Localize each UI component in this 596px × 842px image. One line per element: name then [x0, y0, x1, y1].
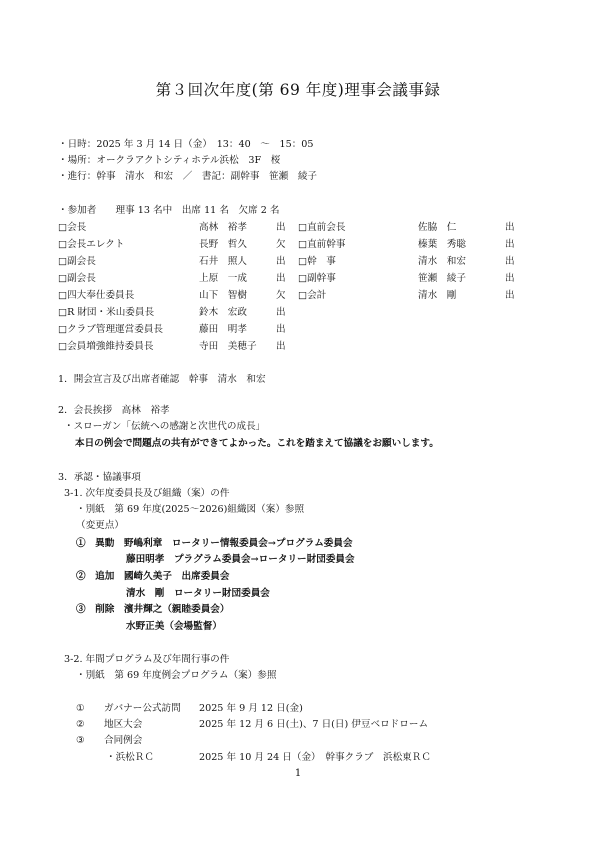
- attendance-summary: ・参加者 理事 13 名中 出席 11 名 欠席 2 名: [58, 205, 280, 216]
- attendee-status: 出: [276, 341, 286, 352]
- change-item: ① 異動 野嶋利章 ロータリー情報委員会→プログラム委員会: [76, 538, 353, 549]
- event-detail: 2025 年 9 月 12 日(金): [199, 703, 303, 714]
- section-3-1-heading: 3-1. 次年度委員長及び組織（案）の件: [64, 488, 230, 499]
- event-number: ③: [76, 735, 85, 746]
- event-detail: 2025 年 12 月 6 日(土)、7 日(日) 伊豆ベロドローム: [199, 719, 429, 730]
- attendee-status: 出: [276, 324, 286, 335]
- attendee-name: 鈴木 宏政: [199, 307, 247, 318]
- section-3-heading: 3．承認・協議事項: [58, 472, 141, 483]
- attendee-status: 出: [276, 222, 286, 233]
- attendee-status: 出: [505, 222, 515, 233]
- change-item: 清水 剛 ロータリー財団委員会: [126, 588, 270, 599]
- section-3-1-reference: ・別紙 第 69 年度(2025～2026)組織図（案）参照: [76, 504, 305, 515]
- attendee-name: 藤田 明孝: [199, 324, 247, 335]
- slogan: ・スローガン「伝統への感謝と次世代の成長」: [64, 421, 266, 432]
- president-remarks: 本日の例会で問題点の共有ができてよかった。これを踏まえて協議をお願いします。: [75, 438, 439, 449]
- attendee-role: □会員増強維持委員長: [58, 341, 154, 352]
- page-number: 1: [294, 768, 302, 779]
- joint-meeting-detail: 2025 年 10 月 24 日（金） 幹事クラブ 浜松東ＲＣ: [199, 752, 431, 763]
- document-title: 第３回次年度(第 69 年度)理事会議事録: [155, 81, 441, 99]
- attendee-role: □会長エレクト: [58, 239, 125, 250]
- attendee-name: 上原 一成: [199, 273, 247, 284]
- meeting-moderator: ・進行：幹事 清水 和宏 ／ 書記：副幹事 笹瀬 綾子: [58, 171, 318, 182]
- section-2-heading: 2．会長挨拶 高林 裕孝: [58, 405, 170, 416]
- change-item: 水野正美（会場監督）: [126, 621, 222, 632]
- attendee-role: □副会長: [58, 256, 96, 267]
- attendee-name: 石井 照人: [199, 256, 247, 267]
- section-3-2-reference: ・別紙 第 69 年度例会プログラム（案）参照: [76, 670, 277, 681]
- attendee-status: 出: [505, 239, 515, 250]
- attendee-role: □直前会長: [298, 222, 346, 233]
- event-name: ガバナー公式訪問: [104, 703, 181, 714]
- change-item: ③ 削除 濱井輝之（親睦委員会）: [76, 604, 230, 615]
- attendee-role: □会計: [298, 290, 327, 301]
- attendee-role: □幹 事: [298, 256, 336, 267]
- attendee-name: 長野 哲久: [199, 239, 247, 250]
- attendee-role: □副幹事: [298, 273, 336, 284]
- attendee-role: □クラブ管理運営委員長: [58, 324, 164, 335]
- attendee-name: 笹瀬 綾子: [418, 273, 466, 284]
- attendee-name: 寺田 美穂子: [199, 341, 257, 352]
- attendee-name: 清水 剛: [418, 290, 457, 301]
- event-name: 地区大会: [104, 719, 143, 730]
- change-item: 藤田明孝 プラグラム委員会→ロータリー財団委員会: [126, 554, 355, 565]
- section-3-2-heading: 3-2. 年間プログラム及び年間行事の件: [64, 654, 230, 665]
- attendee-name: 佐脇 仁: [418, 222, 457, 233]
- attendee-role: □R 財団・米山委員長: [58, 307, 155, 318]
- changes-label: （変更点）: [76, 520, 124, 531]
- event-name: 合同例会: [104, 735, 143, 746]
- joint-meeting-club: ・浜松ＲＣ: [106, 752, 154, 763]
- attendee-status: 欠: [276, 290, 286, 301]
- attendee-name: 山下 智樹: [199, 290, 247, 301]
- attendee-status: 出: [505, 290, 515, 301]
- attendee-status: 欠: [276, 239, 286, 250]
- attendee-name: 高林 裕孝: [199, 222, 247, 233]
- event-number: ①: [76, 703, 85, 714]
- attendee-role: □直前幹事: [298, 239, 346, 250]
- attendee-role: □会長: [58, 222, 87, 233]
- meeting-place: ・場所：オークラアクトシティホテル浜松 3F 桜: [58, 155, 281, 166]
- attendee-status: 出: [505, 273, 515, 284]
- attendee-role: □四大奉仕委員長: [58, 290, 135, 301]
- event-number: ②: [76, 719, 85, 730]
- meeting-datetime: ・日時：2025 年 3 月 14 日（金） 13：40 ～ 15：05: [58, 139, 314, 150]
- attendee-status: 出: [276, 256, 286, 267]
- attendee-status: 出: [276, 307, 286, 318]
- section-1-heading: 1．開会宣言及び出席者確認 幹事 清水 和宏: [58, 374, 266, 385]
- attendee-role: □副会長: [58, 273, 96, 284]
- attendee-name: 榛葉 秀聡: [418, 239, 466, 250]
- attendee-name: 清水 和宏: [418, 256, 466, 267]
- attendee-status: 出: [276, 273, 286, 284]
- attendee-status: 出: [505, 256, 515, 267]
- change-item: ② 追加 國崎久美子 出席委員会: [76, 571, 230, 582]
